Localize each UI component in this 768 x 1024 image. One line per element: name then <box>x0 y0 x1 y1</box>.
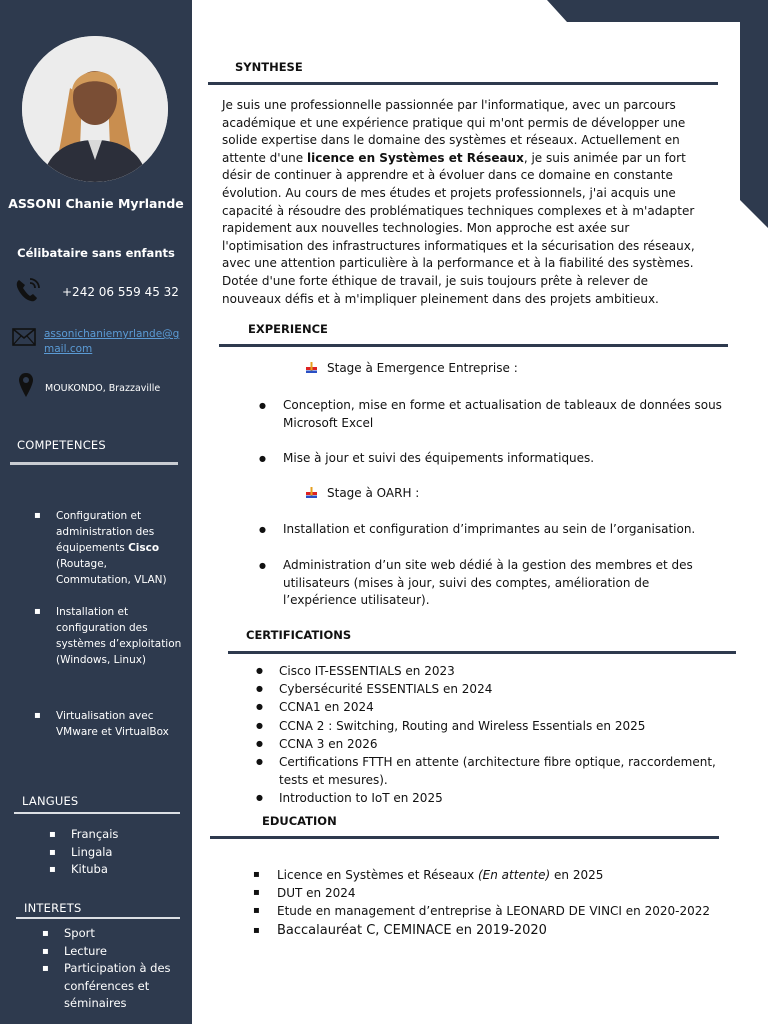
list-item: ● Certifications FTTH en attente (architecture fibre optique, raccordement, tests et mesures). <box>279 753 734 789</box>
bullet-icon <box>306 487 317 498</box>
list-item: ● CCNA1 en 2024 <box>279 698 734 716</box>
list-item: ● Cybersécurité ESSENTIALS en 2024 <box>279 680 734 698</box>
list-item: ▪ Configuration et administration des équipements Cisco (Routage, Commutation, VLAN) <box>56 508 184 588</box>
marital-status: Célibataire sans enfants <box>17 246 175 260</box>
list-item: ▪ Français <box>71 826 181 844</box>
interests-divider <box>16 917 180 919</box>
certifications-list <box>279 662 734 808</box>
list-item: ▪ Virtualisation avec VMware et VirtualBox <box>56 708 184 740</box>
phone-number: +242 06 559 45 32 <box>62 285 179 299</box>
portrait-image <box>22 36 168 182</box>
phone-icon <box>14 277 42 303</box>
person-name: ASSONI Chanie Myrlande <box>8 196 184 211</box>
interests-list <box>64 925 182 1013</box>
list-item: ▪ DUT en 2024 <box>277 884 747 902</box>
certifications-heading: CERTIFICATIONS <box>246 628 352 642</box>
languages-list <box>71 826 181 879</box>
list-item: ▪ Lecture <box>64 943 182 961</box>
education-list <box>277 866 747 941</box>
mail-icon <box>12 328 36 346</box>
competences-list <box>56 508 184 740</box>
synthese-heading: SYNTHESE <box>235 60 303 74</box>
certifications-divider <box>228 651 736 654</box>
interests-heading: INTERETS <box>24 901 82 915</box>
list-item: ▪ Baccalauréat C, CEMINACE en 2019-2020 <box>277 921 747 941</box>
stage-heading: Stage à OARH : <box>306 486 419 500</box>
address: MOUKONDO, Brazzaville <box>45 383 161 394</box>
education-divider <box>210 836 719 839</box>
sidebar <box>0 0 192 1024</box>
location-pin-icon <box>18 372 34 398</box>
list-item: ▪ Installation et configuration des systèmes d’exploitation (Windows, Linux) <box>56 604 184 668</box>
experience-item: ● Installation et configuration d’imprimantes au sein de l’organisation. <box>283 521 723 539</box>
competences-divider <box>10 462 178 465</box>
experience-item: ● Administration d’un site web dédié à la gestion des membres et des utilisateurs (mises à jour, suivi des comptes, amélioration de l’expérience utilisateur). <box>283 557 723 610</box>
experience-item: ● Mise à jour et suivi des équipements informatiques. <box>283 450 723 468</box>
list-item: ● CCNA 2 : Switching, Routing and Wireless Essentials en 2025 <box>279 717 734 735</box>
experience-divider <box>219 344 728 347</box>
stage-heading: Stage à Emergence Entreprise : <box>306 361 518 375</box>
list-item: ● Introduction to IoT en 2025 <box>279 789 734 807</box>
languages-divider <box>14 812 180 814</box>
list-item: ▪ Participation à des conférences et séminaires <box>64 960 182 1013</box>
synthese-divider <box>208 82 718 85</box>
synthese-paragraph: Je suis une professionnelle passionnée par l'informatique, avec un parcours académique et une expérience pratique qui m'ont permis de développer une solide expertise dans le domaine des systèmes et réseaux. Actuellement en attente d'une licence en Systèmes et Réseaux, je suis animée par un fort désir de continuer à apprendre et à évoluer dans ce domaine en constante évolution. Au cours de mes études et projets professionnels, j'ai acquis une capacité à résoudre des problématiques techniques complexes et à m'adapter rapidement aux nouvelles technologies. Mon approche est axée sur l'optimisation des infrastructures informatiques et la sécurisation des réseaux, avec une attention particulière à la performance et à la fiabilité des systèmes. Dotée d'une forte éthique de travail, je suis toujours prête à relever de nouveaux défis et à m'impliquer pleinement dans des projets ambitieux. <box>222 98 695 306</box>
competences-heading: COMPETENCES <box>17 438 106 452</box>
list-item: ▪ Kituba <box>71 861 181 879</box>
profile-photo <box>22 36 168 182</box>
education-heading: EDUCATION <box>262 814 337 828</box>
list-item: ▪ Licence en Systèmes et Réseaux (En attente) en 2025 <box>277 866 747 884</box>
email-link[interactable]: assonichaniemyrlande@gmail.com <box>44 328 180 355</box>
list-item: ● Cisco IT-ESSENTIALS en 2023 <box>279 662 734 680</box>
list-item: ▪ Etude en management d’entreprise à LEONARD DE VINCI en 2020-2022 <box>277 902 747 920</box>
experience-item: ● Conception, mise en forme et actualisation de tableaux de données sous Microsoft Excel <box>283 397 723 432</box>
languages-heading: LANGUES <box>22 794 79 808</box>
bullet-icon <box>306 362 317 373</box>
list-item: ● CCNA 3 en 2026 <box>279 735 734 753</box>
list-item: ▪ Lingala <box>71 844 181 862</box>
experience-heading: EXPERIENCE <box>248 322 328 336</box>
list-item: ▪ Sport <box>64 925 182 943</box>
